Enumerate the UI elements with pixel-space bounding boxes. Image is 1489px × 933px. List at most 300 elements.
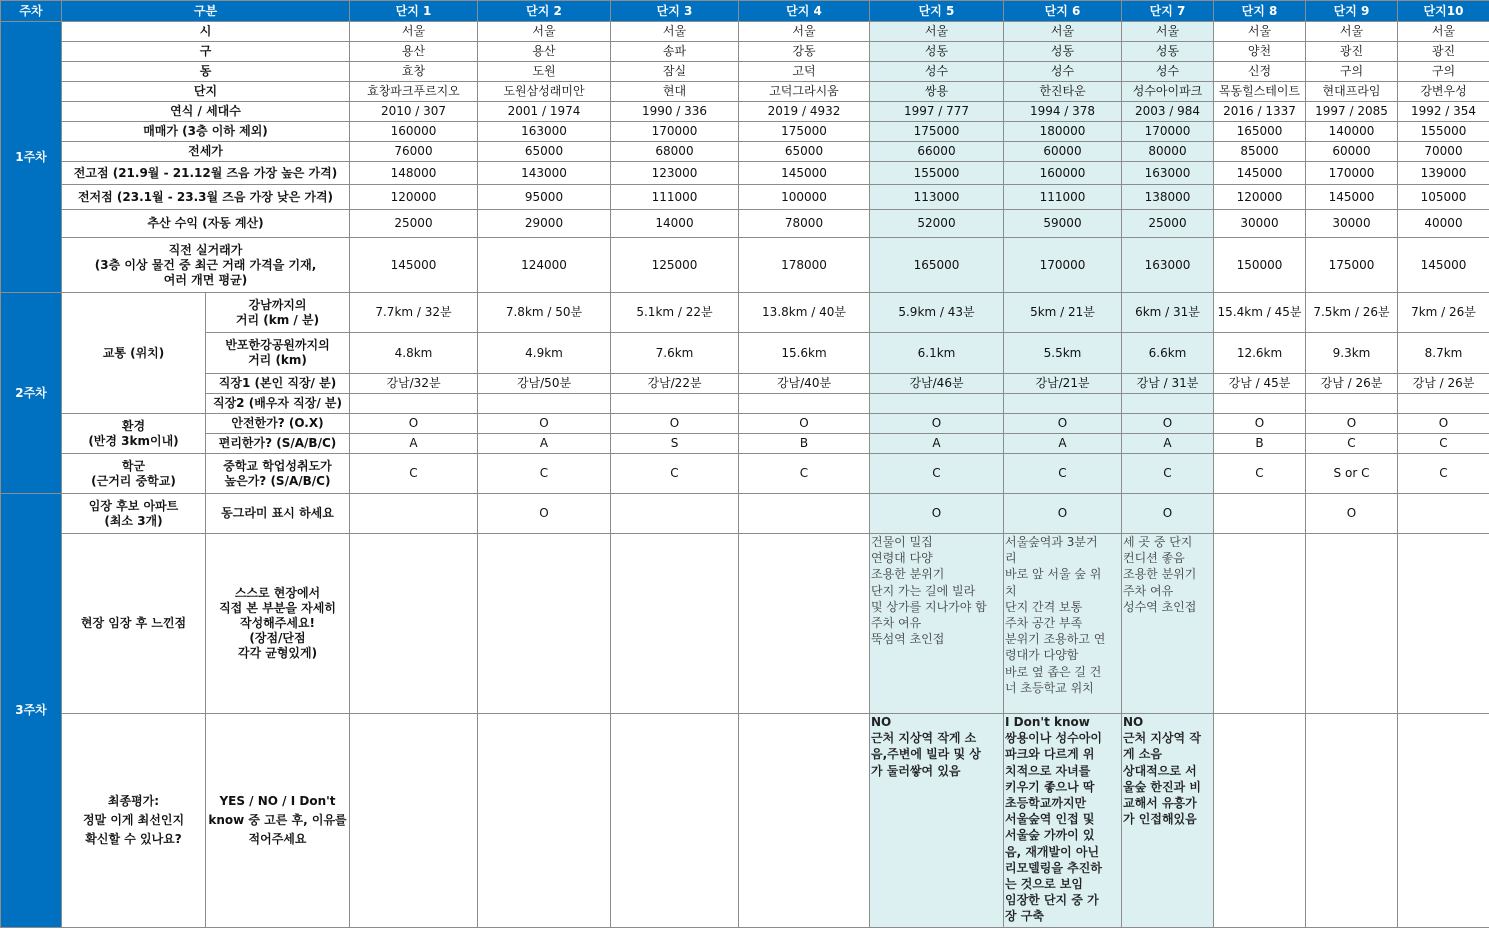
row-label [62,238,350,293]
value-cell: 85000 [1214,142,1306,162]
value-cell: 180000 [1004,122,1122,142]
label-line: 스스로 현장에서 [234,586,321,600]
final-reason-line: 음,주변에 빌라 및 상 [871,747,981,762]
complex-header: 단지10 [1398,1,1489,22]
table-row [1,238,1489,293]
value-cell: 현대 [611,82,739,102]
job2-cell [1398,394,1489,414]
value-cell: 2016 / 1337 [1214,102,1306,122]
value-cell: 강동 [739,42,870,62]
candidate-mark-cell: O [870,494,1004,534]
value-cell: 송파 [611,42,739,62]
value-cell: 양천 [1214,42,1306,62]
convenience-label: 편리한가? (S/A/B/C) [206,434,350,454]
table-row [1,122,1489,142]
value-cell: 목동힐스테이트 [1214,82,1306,102]
label-line: YES / NO / I Don't [219,794,336,808]
job2-cell [1214,394,1306,414]
convenience-cell: C [1306,434,1398,454]
final-reason-line: 장 구축 [1005,909,1044,924]
impression-line: 주차 공간 부족 [1005,616,1083,631]
gangnam-distance-cell: 5km / 21분 [1004,293,1122,333]
impression-line: 성수역 초인접 [1123,599,1197,614]
impression-line: 컨디션 좋음 [1123,551,1185,566]
final-reason-line: 교해서 유흥가 [1123,796,1197,811]
job1-cell: 강남/50분 [478,374,611,394]
label-line: (근거리 중학교) [91,473,176,488]
value-cell: 148000 [350,162,478,185]
value-cell: 170000 [1306,162,1398,185]
value-cell: 2010 / 307 [350,102,478,122]
value-cell: 1997 / 777 [870,102,1004,122]
convenience-cell: A [350,434,478,454]
table-row [1,185,1489,210]
label-line: 거리 (km / 분) [235,312,320,327]
gangnam-distance-cell: 5.1km / 22분 [611,293,739,333]
impression-cell [739,534,870,714]
impressions-label: 현장 임장 후 느낀점 [62,534,206,714]
value-cell: 용산 [350,42,478,62]
label-line: (반경 3km이내) [88,433,179,448]
value-cell: 고덕 [739,62,870,82]
row-label: 구 [62,42,350,62]
value-cell: 145000 [1306,185,1398,210]
school-cell: C [870,454,1004,494]
candidate-label [62,494,206,534]
gangnam-distance-cell: 7.7km / 32분 [350,293,478,333]
value-cell: 2019 / 4932 [739,102,870,122]
value-cell: 성수아이파크 [1122,82,1214,102]
value-cell: 155000 [870,162,1004,185]
final-verdict: I Don't know [1005,715,1090,729]
impression-cell [1122,534,1214,714]
value-cell: 서울 [1398,22,1489,42]
table-row [1,454,1489,494]
final-reason-line: 키우기 좋으나 딱 [1005,779,1095,794]
safety-cell: O [611,414,739,434]
value-cell: 170000 [1122,122,1214,142]
impression-cell [1306,534,1398,714]
candidate-mark-cell: O [1306,494,1398,534]
convenience-cell: A [870,434,1004,454]
impression-line: 바로 옆 좁은 길 건 [1005,664,1102,679]
value-cell: 30000 [1214,210,1306,238]
gangnam-distance-label [206,293,350,333]
label-line: 중학교 학업성취도가 [223,458,332,473]
final-verdict: NO [871,715,892,729]
final-eval-cell [478,714,611,928]
value-cell: 145000 [739,162,870,185]
week-label-3: 3주차 [1,494,62,928]
safety-cell: O [350,414,478,434]
value-cell: 175000 [1306,238,1398,293]
banpo-distance-cell: 6.1km [870,333,1004,374]
impression-cell [611,534,739,714]
value-cell: 155000 [1398,122,1489,142]
job2-cell [611,394,739,414]
value-cell: 구의 [1398,62,1489,82]
candidate-mark-cell [1214,494,1306,534]
value-cell: 175000 [739,122,870,142]
job2-cell [739,394,870,414]
table-row [1,162,1489,185]
final-reason-line: 서울숲 가까이 있 [1005,828,1095,843]
safety-cell: O [739,414,870,434]
value-cell: 165000 [870,238,1004,293]
impression-line: 바로 앞 서울 숲 위 [1005,567,1102,582]
table-row [1,534,1489,714]
impression-cell [478,534,611,714]
final-eval-cell [1398,714,1489,928]
value-cell: 14000 [611,210,739,238]
final-eval-label [62,714,206,928]
row-label-line: 여러 개면 평균) [163,272,248,287]
label-line: 학군 [121,458,146,473]
school-cell: C [1004,454,1122,494]
job2-cell [870,394,1004,414]
banpo-distance-cell: 4.8km [350,333,478,374]
value-cell: 40000 [1398,210,1489,238]
job1-cell: 강남/40분 [739,374,870,394]
value-cell: 163000 [1122,162,1214,185]
value-cell: 29000 [478,210,611,238]
value-cell: 160000 [350,122,478,142]
label-line: 반포한강공원까지의 [225,338,330,352]
label-line: 높은가? (S/A/B/C) [224,473,331,488]
safety-cell: O [1214,414,1306,434]
transport-group-label: 교통 (위치) [62,293,206,414]
value-cell: 80000 [1122,142,1214,162]
value-cell: 1994 / 378 [1004,102,1122,122]
final-reason-line: 는 것으로 보임 [1005,877,1083,892]
table-row [1,714,1489,928]
value-cell: 한진타운 [1004,82,1122,102]
label-line: 직접 본 부분을 자세히 [219,601,336,615]
value-cell: 139000 [1398,162,1489,185]
convenience-cell: B [739,434,870,454]
school-cell: C [1214,454,1306,494]
candidate-mark-cell [1398,494,1489,534]
convenience-cell: C [1398,434,1489,454]
complex-header: 단지 8 [1214,1,1306,22]
banpo-distance-cell: 4.9km [478,333,611,374]
job1-cell: 강남 / 26분 [1306,374,1398,394]
value-cell: 광진 [1306,42,1398,62]
table-row [1,22,1489,42]
gangnam-distance-cell: 7.5km / 26분 [1306,293,1398,333]
table-row [1,42,1489,62]
label-line: 환경 [121,418,146,433]
gangnam-distance-cell: 5.9km / 43분 [870,293,1004,333]
value-cell: 124000 [478,238,611,293]
value-cell: 113000 [870,185,1004,210]
final-reason-line: 임장한 단지 중 가 [1005,893,1099,908]
value-cell: 123000 [611,162,739,185]
value-cell: 70000 [1398,142,1489,162]
value-cell: 65000 [478,142,611,162]
impressions-instruction [206,534,350,714]
convenience-cell: S [611,434,739,454]
safety-label: 안전한가? (O.X) [206,414,350,434]
convenience-cell: A [1004,434,1122,454]
school-cell: C [350,454,478,494]
job1-cell: 강남 / 26분 [1398,374,1489,394]
value-cell: 2001 / 1974 [478,102,611,122]
value-cell: 76000 [350,142,478,162]
value-cell: 서울 [870,22,1004,42]
safety-cell: O [1122,414,1214,434]
value-cell: 서울 [739,22,870,42]
value-cell: 서울 [1306,22,1398,42]
label-line: (최소 3개) [104,513,163,528]
final-eval-cell [1306,714,1398,928]
final-reason-line: 초등학교까지만 [1005,796,1087,811]
job1-cell: 강남/32분 [350,374,478,394]
safety-cell: O [1306,414,1398,434]
row-label: 매매가 (3층 이하 제외) [62,122,350,142]
table-row [1,394,1489,414]
banpo-distance-cell: 8.7km [1398,333,1489,374]
impression-line: 분위기 조용하고 연 [1005,632,1106,647]
label-line: 정말 이게 최선인지 [82,813,185,827]
row-label: 연식 / 세대수 [62,102,350,122]
week-label-2: 2주차 [1,293,62,494]
value-cell: 125000 [611,238,739,293]
value-cell: 145000 [1398,238,1489,293]
final-reason-line: 치적으로 자녀를 [1005,763,1091,778]
value-cell: 2003 / 984 [1122,102,1214,122]
table-row [1,414,1489,434]
value-cell: 성수 [870,62,1004,82]
job2-label: 직장2 (배우자 직장/ 분) [206,394,350,414]
safety-cell: O [1004,414,1122,434]
gangnam-distance-cell: 15.4km / 45분 [1214,293,1306,333]
value-cell: 도원삼성래미안 [478,82,611,102]
value-cell: 도원 [478,62,611,82]
complex-header: 단지 3 [611,1,739,22]
value-cell: 잠실 [611,62,739,82]
value-cell: 1997 / 2085 [1306,102,1398,122]
safety-cell: O [870,414,1004,434]
value-cell: 138000 [1122,185,1214,210]
table-row [1,102,1489,122]
impression-line: 치 [1005,583,1017,598]
impression-line: 세 곳 중 단지 [1123,535,1193,549]
table-row [1,494,1489,534]
table-row [1,333,1489,374]
impression-cell [870,534,1004,714]
value-cell: 165000 [1214,122,1306,142]
value-cell: 서울 [478,22,611,42]
value-cell: 용산 [478,42,611,62]
category-header: 구분 [62,1,350,22]
school-cell: C [478,454,611,494]
label-line: 확신할 수 있나요? [85,832,182,846]
impression-line: 조용한 분위기 [871,567,945,582]
value-cell: 68000 [611,142,739,162]
header-row [1,1,1489,22]
value-cell: 140000 [1306,122,1398,142]
school-label [62,454,206,494]
impression-cell [1214,534,1306,714]
gangnam-distance-cell: 7.8km / 50분 [478,293,611,333]
table-row [1,62,1489,82]
value-cell: 효창 [350,62,478,82]
banpo-distance-cell: 9.3km [1306,333,1398,374]
value-cell: 145000 [1214,162,1306,185]
convenience-cell: A [1122,434,1214,454]
final-reason-line: 울숲 한진과 비 [1123,779,1201,794]
banpo-distance-cell: 15.6km [739,333,870,374]
row-label: 시 [62,22,350,42]
value-cell: 78000 [739,210,870,238]
label-line: 거리 (km) [248,353,307,367]
table-body [1,22,1489,928]
value-cell: 150000 [1214,238,1306,293]
final-eval-cell [611,714,739,928]
final-reason-line: 쌍용이나 성수아이 [1005,731,1102,746]
value-cell: 160000 [1004,162,1122,185]
value-cell: 성동 [1004,42,1122,62]
impression-line: 및 상가를 지나가야 함 [871,599,987,614]
value-cell: 성수 [1004,62,1122,82]
value-cell: 서울 [1122,22,1214,42]
safety-cell: O [1398,414,1489,434]
final-eval-cell [1004,714,1122,928]
value-cell: 111000 [1004,185,1122,210]
environment-label [62,414,206,454]
value-cell: 59000 [1004,210,1122,238]
job1-cell: 강남 / 31분 [1122,374,1214,394]
value-cell: 서울 [611,22,739,42]
value-cell: 신정 [1214,62,1306,82]
row-label: 동 [62,62,350,82]
convenience-cell: B [1214,434,1306,454]
value-cell: 구의 [1306,62,1398,82]
value-cell: 95000 [478,185,611,210]
banpo-distance-cell: 5.5km [1004,333,1122,374]
convenience-cell: A [478,434,611,454]
label-line: 최종평가: [107,794,160,808]
impression-line: 뚝섬역 초인접 [871,632,945,647]
row-label: 추산 수익 (자동 계산) [62,210,350,238]
job1-label: 직장1 (본인 직장/ 분) [206,374,350,394]
final-eval-cell [1122,714,1214,928]
complex-header: 단지 6 [1004,1,1122,22]
complex-header: 단지 4 [739,1,870,22]
impression-line: 령대가 다양함 [1005,648,1079,663]
value-cell: 163000 [478,122,611,142]
impression-line: 서울숲역과 3분거 [1005,535,1098,549]
row-label: 전세가 [62,142,350,162]
value-cell: 120000 [350,185,478,210]
gangnam-distance-cell: 7km / 26분 [1398,293,1489,333]
job2-cell [478,394,611,414]
complex-header: 단지 5 [870,1,1004,22]
candidate-instruction: 동그라미 표시 하세요 [206,494,350,534]
school-cell: C [739,454,870,494]
final-eval-cell [1214,714,1306,928]
complex-header: 단지 7 [1122,1,1214,22]
value-cell: 성동 [1122,42,1214,62]
candidate-mark-cell [350,494,478,534]
value-cell: 1992 / 354 [1398,102,1489,122]
job1-cell: 강남/22분 [611,374,739,394]
impression-line: 건물이 밀집 [871,535,933,549]
value-cell: 광진 [1398,42,1489,62]
value-cell: 111000 [611,185,739,210]
value-cell: 65000 [739,142,870,162]
impression-line: 조용한 분위기 [1123,567,1197,582]
week-label-1: 1주차 [1,22,62,293]
value-cell: 170000 [611,122,739,142]
value-cell: 서울 [1004,22,1122,42]
value-cell: 25000 [350,210,478,238]
row-label-line: 직전 실거래가 [168,242,243,257]
row-label: 전저점 (23.1월 - 23.3월 즈음 가장 낮은 가격) [62,185,350,210]
banpo-distance-cell: 7.6km [611,333,739,374]
complex-header: 단지 1 [350,1,478,22]
school-cell: C [611,454,739,494]
final-reason-line: 파크와 다르게 위 [1005,747,1095,762]
impression-line: 단지 간격 보통 [1005,599,1083,614]
job2-cell [350,394,478,414]
job2-cell [1306,394,1398,414]
banpo-distance-cell: 12.6km [1214,333,1306,374]
final-reason-line: 근처 지상역 작 [1123,731,1201,746]
candidate-mark-cell: O [1122,494,1214,534]
table-row [1,82,1489,102]
final-reason-line: 음, 재개발이 아닌 [1005,844,1100,859]
final-reason-line: 서울숲역 인접 및 [1005,812,1095,827]
impression-line: 단지 가는 길에 빌라 [871,583,976,598]
impression-line: 주차 여유 [871,616,922,631]
job1-cell: 강남 / 45분 [1214,374,1306,394]
value-cell: 25000 [1122,210,1214,238]
value-cell: 30000 [1306,210,1398,238]
job2-cell [1004,394,1122,414]
label-line: 임장 후보 아파트 [88,498,179,513]
final-eval-cell [350,714,478,928]
value-cell: 145000 [350,238,478,293]
value-cell: 강변우성 [1398,82,1489,102]
label-line: know 중 고른 후, 이유를 [208,813,347,827]
value-cell: 178000 [739,238,870,293]
value-cell: 서울 [1214,22,1306,42]
impression-line: 너 초등학교 위치 [1005,680,1094,695]
value-cell: 163000 [1122,238,1214,293]
value-cell: 서울 [350,22,478,42]
impression-cell [1398,534,1489,714]
value-cell: 현대프라임 [1306,82,1398,102]
complex-header: 단지 2 [478,1,611,22]
gangnam-distance-cell: 6km / 31분 [1122,293,1214,333]
final-reason-line: 게 소음 [1123,747,1162,762]
table-row [1,434,1489,454]
final-reason-line: 상대적으로 서 [1123,763,1197,778]
table-row [1,374,1489,394]
value-cell: 고덕그라시움 [739,82,870,102]
row-label: 단지 [62,82,350,102]
label-line: (장점/단점 [249,631,306,645]
impression-line: 리 [1005,551,1017,566]
impression-line: 연령대 다양 [871,551,933,566]
week-header: 주차 [1,1,62,22]
value-cell: 효창파크푸르지오 [350,82,478,102]
candidate-mark-cell [611,494,739,534]
impression-cell [350,534,478,714]
value-cell: 52000 [870,210,1004,238]
